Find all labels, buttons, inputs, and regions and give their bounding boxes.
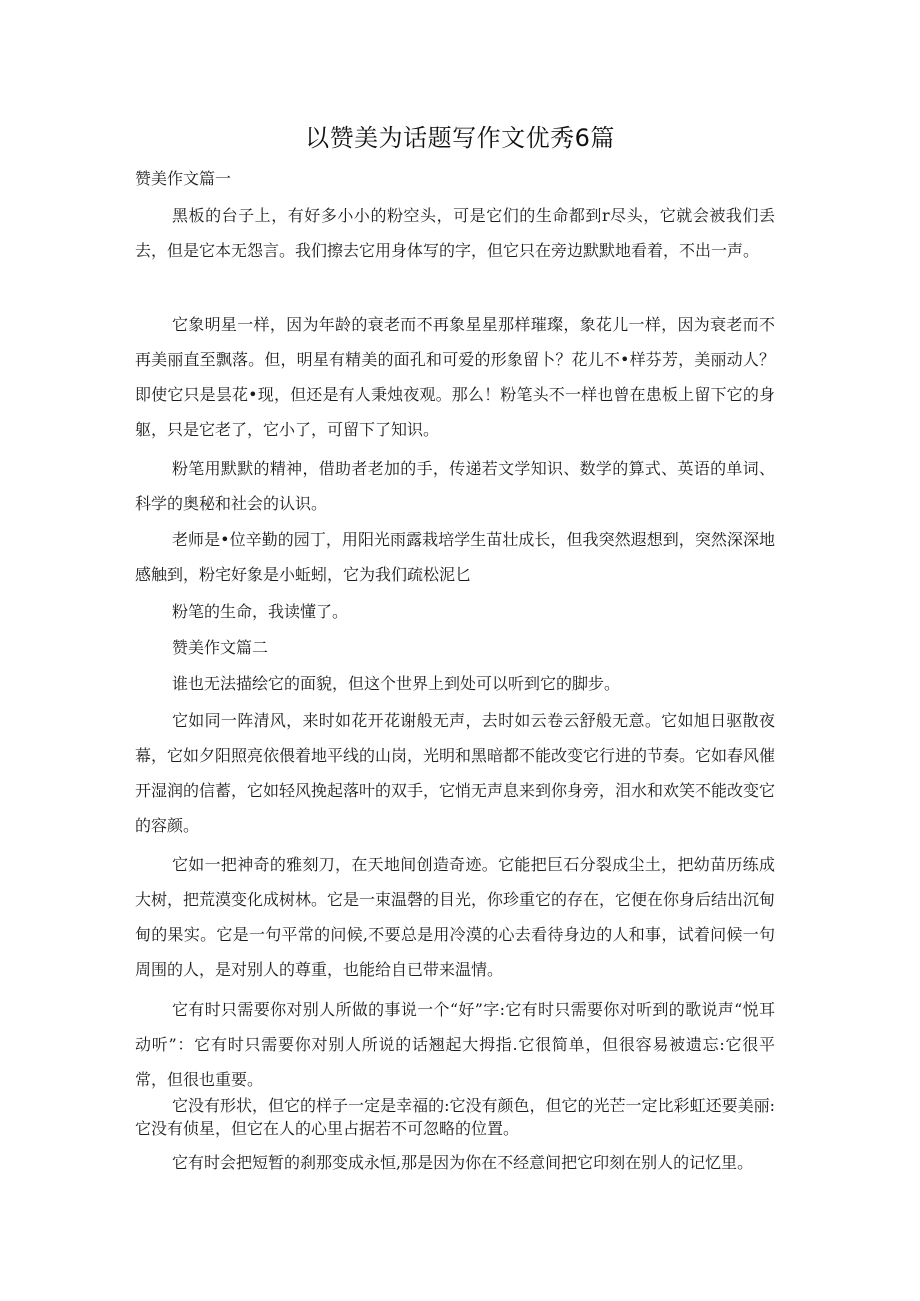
paragraph-3: 粉笔用默默的精神，借助者老加的手，传递若文学知识、数学的算式、英语的单词、科学的奥秘和社会的认识。 <box>135 459 775 513</box>
document-title: 以赞美为话题写作文优秀6篇 <box>305 124 615 152</box>
paragraph-4: 老师是•位辛勤的园丁，用阳光雨露栽培学生苗壮成长，但我突然遐想到，突然深深地感触到，粉宅好象是小蚯蚓，它为我们疏松泥匕 <box>135 530 775 584</box>
paragraph-10: 它没有形状，但它的样子一定是幸福的:它没有颜色，但它的光芒一定比彩虹还要美丽:它没有侦星，但它在人的心里占据若不可忽略的位置。 <box>135 1096 775 1138</box>
paragraph-9: 它有时只需要你对别人所做的事说一个“好”字:它有时只需要你对听到的歌说声“悦耳动听”：它有时只需要你对别人所说的话翘起大拇指.它很简单，但很容易被遗忘:它很平常，但很也重要。 <box>135 1000 775 1089</box>
paragraph-5: 粉笔的生命，我读懂了。 <box>172 602 349 621</box>
paragraph-7: 它如同一阵清风，来时如花开花谢般无声，去时如云卷云舒般无意。它如旭日驱散夜幕，它如夕阳照亮依偎着地平线的山岗，光明和黑暗都不能改变它行进的节奏。它如春风催开湿润的信蓄，它如轻风挽起落叶的双手，它悄无声息来到你身旁，泪水和欢笑不能改变它的容颜。 <box>135 711 776 835</box>
paragraph-2: 它象明星一样，因为年龄的衰老而不再象星星那样璀璨，象花儿一样，因为衰老而不再美丽直至飘落。但，明星有精美的面孔和可爱的形象留卜？花儿不•样芬芳，美丽动人？即使它只是昙花•现，但还是有人秉烛夜观。那么！粉笔头不一样也曾在患板上留下它的身躯，只是它老了，它小了，可留下了知识。 <box>135 315 775 439</box>
section-heading-2: 赞美作文篇二 <box>172 638 269 657</box>
paragraph-11: 它有时会把短暂的刹那变成永恒,那是因为你在不经意间把它印刻在别人的记忆里。 <box>172 1153 754 1172</box>
paragraph-8: 它如一把神奇的雅刻刀，在天地间创造奇迹。它能把巨石分裂成尘土，把幼苗历练成大树，把荒漠变化成树林。它是一束温磬的目光，你珍重它的存在，它便在你身后结出沉甸甸的果实。它是一句平常的问候,不要总是用冷漠的心去看待身边的人和事，试着问候一句周围的人，是对别人的尊重，也能给自已带来温情。 <box>135 855 776 979</box>
paragraph-1: 黑板的台子上，有好多小小的粉空头，可是它们的生命都到r尽头，它就会被我们丢去，但是它本无怨言。我们擦去它用身体写的字，但它只在旁边默默地看着，不出一声。 <box>135 206 775 260</box>
paragraph-6: 谁也无法描绘它的面貌，但这个世界上到处可以听到它的脚步。 <box>172 674 621 693</box>
section-heading-1: 赞美作文篇一 <box>135 169 232 188</box>
